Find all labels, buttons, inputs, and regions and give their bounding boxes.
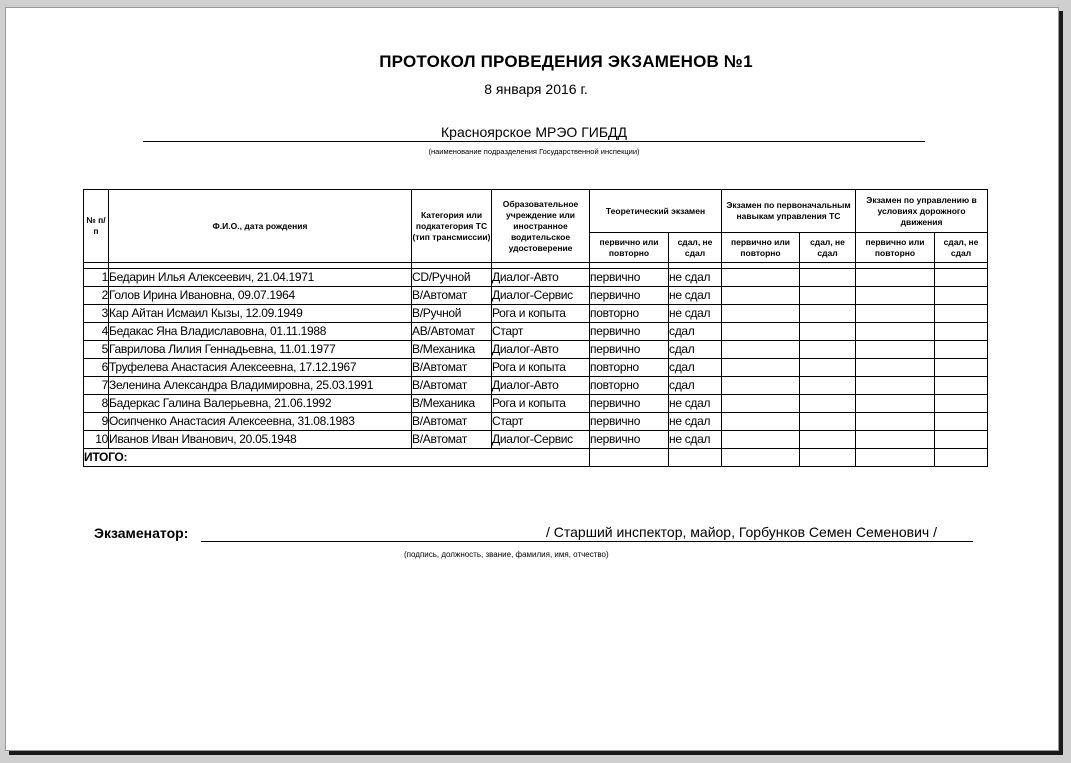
row-school: Рога и копыта [492,359,590,377]
header-initial-result: сдал, не сдал [800,233,856,263]
row-num: 9 [84,413,109,431]
header-fio: Ф.И.О., дата рождения [109,190,412,263]
row-category: B/Автомат [412,287,492,305]
row-category: B/Автомат [412,359,492,377]
row-theory-result: не сдал [669,287,722,305]
exam-table [83,189,988,467]
row-road-attempt [856,323,935,341]
table-row [84,395,988,413]
row-initial-result [800,269,856,287]
row-category: AB/Автомат [412,323,492,341]
row-road-result [935,305,988,323]
row-road-attempt [856,395,935,413]
total-road-result [935,449,988,467]
header-road-exam: Экзамен по управлению в условиях дорожного движения [856,190,988,233]
row-school: Старт [492,323,590,341]
header-category: Категория или подкатегория ТС (тип трансмиссии) [412,190,492,263]
row-category: B/Автомат [412,377,492,395]
table-row [84,341,988,359]
row-initial-result [800,377,856,395]
total-label: ИТОГО: [84,449,590,467]
row-category: B/Механика [412,341,492,359]
row-initial-result [800,323,856,341]
row-initial-attempt [722,359,800,377]
row-road-attempt [856,305,935,323]
row-road-attempt [856,377,935,395]
row-road-attempt [856,431,935,449]
row-fio: Бедарин Илья Алексеевич, 21.04.1971 [109,269,412,287]
row-road-attempt [856,269,935,287]
row-category: B/Механика [412,395,492,413]
row-theory-attempt: повторно [590,359,669,377]
row-school: Рога и копыта [492,305,590,323]
row-initial-result [800,287,856,305]
row-num: 1 [84,269,109,287]
header-num: № п/п [84,190,109,263]
row-category: B/Ручной [412,305,492,323]
table-row [84,305,988,323]
organization-note: (наименование подразделения Государственной инспекции) [428,147,640,156]
row-school: Старт [492,413,590,431]
table-row [84,323,988,341]
row-category: CD/Ручной [412,269,492,287]
row-theory-attempt: первично [590,413,669,431]
row-road-result [935,413,988,431]
row-road-result [935,269,988,287]
row-theory-result: сдал [669,359,722,377]
total-row [84,449,988,467]
row-road-result [935,395,988,413]
row-fio: Труфелева Анастасия Алексеевна, 17.12.1967 [109,359,412,377]
row-num: 8 [84,395,109,413]
row-fio: Гаврилова Лилия Геннадьевна, 11.01.1977 [109,341,412,359]
header-initial-attempt: первично или повторно [722,233,800,263]
row-fio: Зеленина Александра Владимировна, 25.03.1991 [109,377,412,395]
total-theory-result [669,449,722,467]
organization-name: Красноярское МРЭО ГИБДД [143,124,925,142]
row-road-attempt [856,413,935,431]
row-school: Диалог-Сервис [492,431,590,449]
row-road-result [935,431,988,449]
header-road-result: сдал, не сдал [935,233,988,263]
row-initial-result [800,341,856,359]
table-row [84,269,988,287]
row-theory-attempt: первично [590,287,669,305]
table-row [84,359,988,377]
row-initial-attempt [722,395,800,413]
row-fio: Иванов Иван Иванович, 20.05.1948 [109,431,412,449]
row-theory-result: сдал [669,341,722,359]
row-num: 4 [84,323,109,341]
row-theory-attempt: повторно [590,305,669,323]
row-theory-attempt: первично [590,323,669,341]
row-theory-attempt: первично [590,269,669,287]
row-theory-result: не сдал [669,305,722,323]
row-num: 5 [84,341,109,359]
row-initial-attempt [722,341,800,359]
row-road-attempt [856,287,935,305]
row-initial-result [800,431,856,449]
row-theory-attempt: повторно [590,377,669,395]
total-initial-attempt [722,449,800,467]
row-road-result [935,323,988,341]
row-theory-attempt: первично [590,341,669,359]
table-row [84,287,988,305]
row-initial-result [800,413,856,431]
row-initial-attempt [722,413,800,431]
row-fio: Бадеркас Галина Валерьевна, 21.06.1992 [109,395,412,413]
row-school: Диалог-Авто [492,377,590,395]
document-page [5,7,1059,751]
row-theory-result: не сдал [669,269,722,287]
header-initial-skills: Экзамен по первоначальным навыкам управления ТС [722,190,856,233]
row-school: Рога и копыта [492,395,590,413]
row-school: Диалог-Авто [492,341,590,359]
header-theory: Теоретический экзамен [590,190,722,233]
row-road-attempt [856,359,935,377]
examiner-note: (подпись, должность, звание, фамилия, имя, отчество) [404,550,609,559]
row-fio: Осипченко Анастасия Алексеевна, 31.08.1983 [109,413,412,431]
examiner-label: Экзаменатор: [94,525,189,541]
row-num: 10 [84,431,109,449]
row-initial-result [800,305,856,323]
row-theory-result: не сдал [669,395,722,413]
header-road-attempt: первично или повторно [856,233,935,263]
row-initial-attempt [722,287,800,305]
row-fio: Бедакас Яна Владиславовна, 01.11.1988 [109,323,412,341]
row-initial-attempt [722,305,800,323]
row-theory-result: сдал [669,377,722,395]
row-school: Диалог-Сервис [492,287,590,305]
row-initial-result [800,359,856,377]
row-initial-attempt [722,377,800,395]
total-initial-result [800,449,856,467]
row-initial-attempt [722,323,800,341]
examiner-name: / Старший инспектор, майор, Горбунков Семен Семенович / [546,524,938,540]
row-num: 3 [84,305,109,323]
row-category: B/Автомат [412,413,492,431]
row-theory-result: не сдал [669,413,722,431]
protocol-date: 8 января 2016 г. [484,81,588,97]
row-num: 6 [84,359,109,377]
header-school: Образовательное учреждение или иностранное водительское удостоверение [492,190,590,263]
row-road-result [935,287,988,305]
row-road-result [935,359,988,377]
row-road-result [935,341,988,359]
row-fio: Голов Ирина Ивановна, 09.07.1964 [109,287,412,305]
row-num: 7 [84,377,109,395]
total-road-attempt [856,449,935,467]
table-row [84,431,988,449]
header-theory-result: сдал, не сдал [669,233,722,263]
row-num: 2 [84,287,109,305]
row-fio: Кар Айтан Исмаил Кызы, 12.09.1949 [109,305,412,323]
row-school: Диалог-Авто [492,269,590,287]
table-row [84,377,988,395]
row-initial-attempt [722,269,800,287]
row-road-result [935,377,988,395]
row-theory-result: не сдал [669,431,722,449]
page-title: ПРОТОКОЛ ПРОВЕДЕНИЯ ЭКЗАМЕНОВ №1 [379,52,753,71]
row-theory-result: сдал [669,323,722,341]
total-theory-attempt [590,449,669,467]
table-row [84,413,988,431]
row-road-attempt [856,341,935,359]
header-theory-attempt: первично или повторно [590,233,669,263]
row-theory-attempt: первично [590,431,669,449]
row-initial-result [800,395,856,413]
row-category: B/Автомат [412,431,492,449]
row-initial-attempt [722,431,800,449]
row-theory-attempt: первично [590,395,669,413]
